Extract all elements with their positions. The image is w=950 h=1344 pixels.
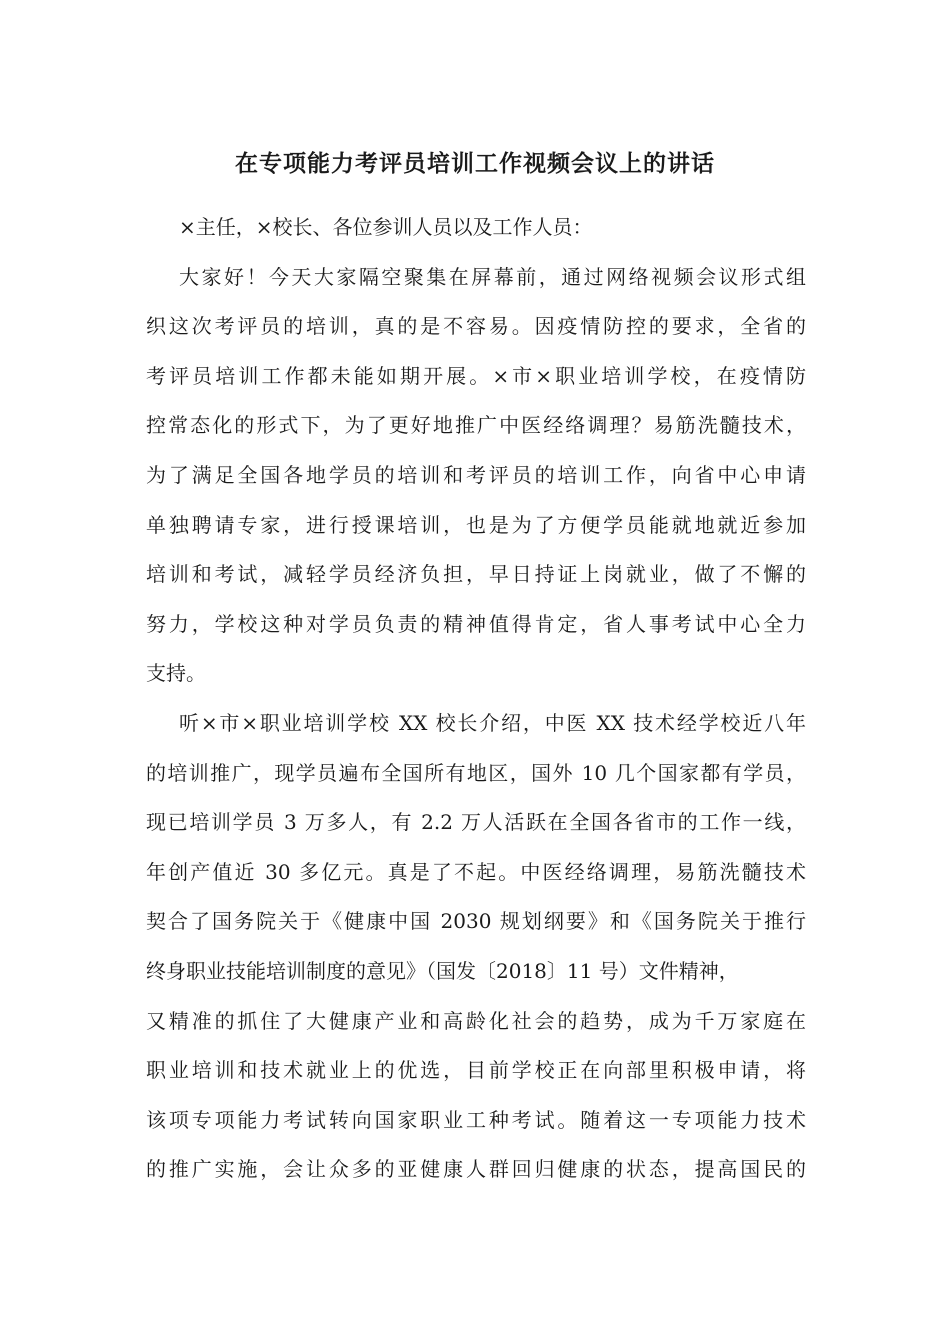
text-line: 的培训推广，现学员遍布全国所有地区，国外 10 几个国家都有学员， — [146, 760, 806, 785]
text-line: 契合了国务院关于《健康中国 2030 规划纲要》和《国务院关于推行 — [146, 909, 806, 934]
text-line: 现已培训学员 3 万多人，有 2.2 万人活跃在全国各省市的工作一线， — [146, 810, 806, 835]
text-line: 控常态化的形式下，为了更好地推广中医经络调理？易筋洗髓技术， — [146, 413, 806, 438]
text-line: 单独聘请专家，进行授课培训，也是为了方便学员能就地就近参加 — [146, 512, 806, 537]
text-line: 该项专项能力考试转向国家职业工种考试。随着这一专项能力技术 — [146, 1107, 806, 1132]
text-line: 支持。 — [146, 661, 206, 686]
text-line: 年创产值近 30 多亿元。真是了不起。中医经络调理，易筋洗髓技术 — [146, 859, 806, 884]
text-line: 职业培训和技术就业上的优选，目前学校正在向部里积极申请，将 — [146, 1058, 806, 1083]
text-line: 又精准的抓住了大健康产业和高龄化社会的趋势，成为千万家庭在 — [146, 1008, 806, 1033]
text-line: 努力，学校这种对学员负责的精神值得肯定，省人事考试中心全力 — [146, 611, 806, 636]
document-body — [146, 203, 806, 1195]
text-line: 大家好！今天大家隔空聚集在屏幕前，通过网络视频会议形式组 — [179, 264, 806, 289]
text-line: 为了满足全国各地学员的培训和考评员的培训工作，向省中心申请 — [146, 462, 806, 487]
text-line: 考评员培训工作都未能如期开展。×市×职业培训学校，在疫情防 — [146, 363, 806, 388]
text-line: 的推广实施，会让众多的亚健康人群回归健康的状态，提高国民的 — [146, 1157, 806, 1182]
text-line: ×主任，×校长、各位参训人员以及工作人员： — [179, 215, 593, 239]
text-line: 终身职业技能培训制度的意见》（国发〔2018〕11 号）文件精神， — [146, 958, 739, 983]
text-line: 听×市×职业培训学校 XX 校长介绍，中医 XX 技术经学校近八年 — [179, 710, 806, 735]
document-title: 在专项能力考评员培训工作视频会议上的讲话 — [235, 150, 715, 177]
text-line: 培训和考试，减轻学员经济负担，早日持证上岗就业，做了不懈的 — [146, 562, 806, 587]
text-line: 织这次考评员的培训，真的是不容易。因疫情防控的要求，全省的 — [146, 314, 806, 339]
